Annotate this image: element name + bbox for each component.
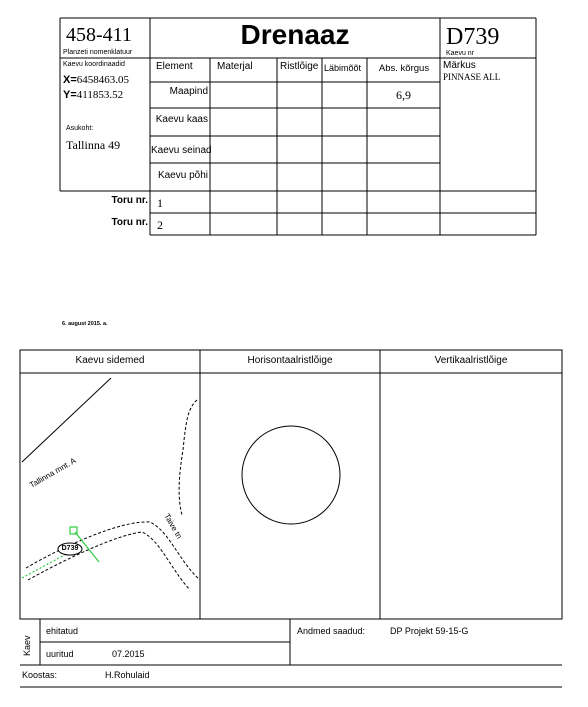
location-value: Tallinna 49 <box>66 138 121 152</box>
row-label-well-bottom: Kaevu põhi <box>157 170 208 181</box>
remark-value: PINNASE ALL <box>443 72 501 82</box>
nomenclature-label: Planzeti nomenklatuur <box>63 49 133 56</box>
x-value: 6458463.05 <box>76 74 130 86</box>
built-label: ehitatud <box>46 626 79 636</box>
data-source-label: Andmed saadud: <box>297 626 366 636</box>
row-label-well-cover: Kaevu kaas <box>155 114 208 125</box>
column-header-element: Element <box>156 61 193 72</box>
footer-side-label: Kaev <box>22 635 32 656</box>
column-header-abs-height: Abs. kõrgus <box>378 63 430 74</box>
page-title: Drenaaz <box>240 19 350 50</box>
panel-title-horizontal-section: Horisontaalristlõige <box>247 355 333 366</box>
well-number-label: Kaevu nr <box>446 50 475 57</box>
pipe-1-label: Toru nr. <box>111 195 148 206</box>
row-label-well-walls: Kaevu seinad <box>151 145 212 156</box>
abs-height-ground: 6,9 <box>396 88 411 102</box>
panel-title-vertical-section: Vertikaalristlõige <box>434 355 508 366</box>
x-prefix: X= <box>63 74 77 86</box>
street-label-taive: Taive tn <box>162 512 184 541</box>
surveyed-label: uuritud <box>46 649 74 659</box>
remark-label: Märkus <box>443 60 476 71</box>
panel-title-connections: Kaevu sidemed <box>75 355 145 366</box>
street-label-tallinna: Tallinna mnt. A <box>28 455 78 490</box>
column-header-material: Materjal <box>217 61 253 72</box>
nomenclature-value: 458-411 <box>66 24 132 46</box>
well-marker-label: D739 <box>61 545 79 552</box>
compiled-value: H.Rohulaid <box>105 670 150 680</box>
pipe-2-label: Toru nr. <box>111 217 148 228</box>
y-prefix: Y= <box>63 89 77 101</box>
surveyed-value: 07.2015 <box>112 649 145 659</box>
y-value: 411853.52 <box>76 89 124 101</box>
row-label-ground: Maapind <box>169 86 208 97</box>
x-coordinate <box>63 74 129 86</box>
document-date: 6. august 2015. a. <box>62 321 108 327</box>
horizontal-section-circle <box>242 426 340 524</box>
pipe-2-value: 2 <box>157 218 163 232</box>
coords-label: Kaevu koordinaadid <box>63 61 125 68</box>
y-coordinate <box>63 89 123 101</box>
location-label: Asukoht: <box>66 125 94 132</box>
compiled-label: Koostas: <box>22 670 58 680</box>
column-header-diameter: Läbimõõt <box>324 63 362 73</box>
column-header-cross-section: Ristlõige <box>280 61 319 72</box>
well-number: D739 <box>446 24 500 50</box>
data-source-value: DP Projekt 59-15-G <box>390 626 469 636</box>
pipe-1-value: 1 <box>157 196 163 210</box>
